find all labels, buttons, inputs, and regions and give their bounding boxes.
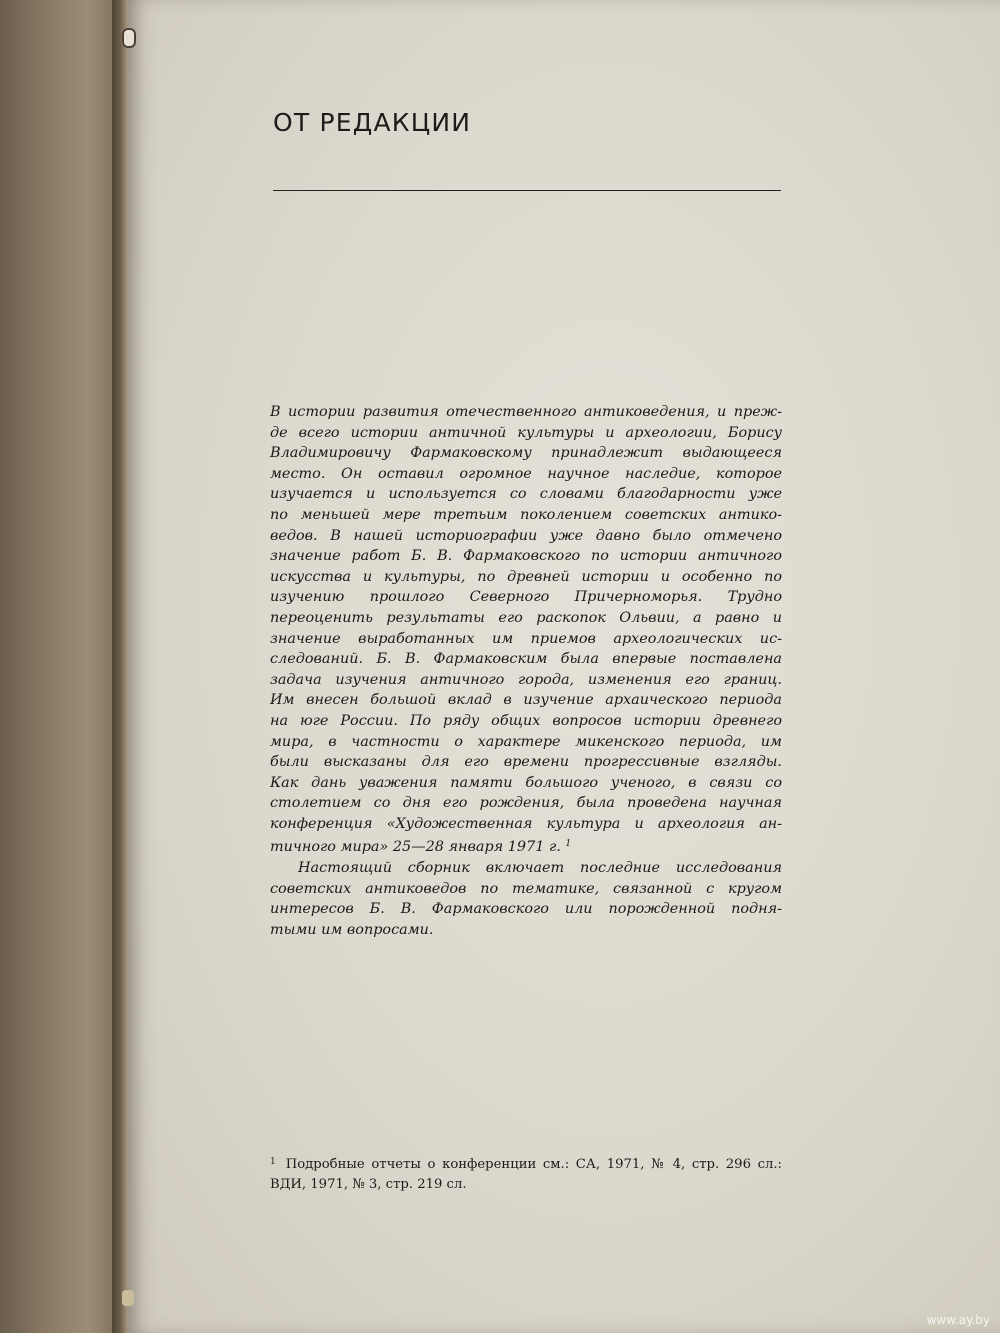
footnote-line: ВДИ, 1971, № 3, стр. 219 сл. (270, 1177, 467, 1192)
book-cover-board (0, 0, 126, 1333)
body-line: значение выработанных им приемов археологических ис- (270, 630, 782, 647)
paragraph-2 (270, 858, 782, 940)
body-line: де всего истории античной культуры и археологии, Борису (270, 424, 782, 441)
footnote-line (270, 1152, 782, 1175)
paragraph-1 (270, 402, 782, 858)
watermark: www.ay.by (926, 1313, 990, 1327)
book-page (128, 0, 1000, 1333)
body-line-last (270, 834, 782, 858)
body-line: Настоящий сборник включает последние исследования (298, 860, 782, 877)
body-line: советских антиковедов по тематике, связанной с кругом (270, 880, 782, 897)
footnote-mark: 1 (270, 1157, 276, 1167)
body-line: мира, в частности о характере микенского периода, им (270, 733, 782, 750)
body-line: Владимировичу Фармаковскому принадлежит выдающееся (270, 445, 782, 462)
title-underline-rule (273, 190, 781, 191)
body-line: место. Он оставил огромное научное наследие, которое (270, 465, 782, 482)
binding-thread-bottom (122, 1290, 134, 1306)
footnote-reference: 1 (565, 839, 572, 850)
body-line: по меньшей мере третьим поколением советских антико- (270, 506, 782, 523)
page-title: ОТ РЕДАКЦИИ (273, 108, 472, 137)
footnote (270, 1152, 782, 1195)
body-line: изучению прошлого Северного Причерноморья. Трудно (270, 589, 782, 606)
body-line: Им внесен большой вклад в изучение архаического периода (270, 692, 782, 709)
body-line: В истории развития отечественного антиковедения, и преж- (270, 404, 782, 420)
body-line: Как дань уважения памяти большого ученого, в связи со (270, 774, 782, 791)
body-line: ведов. В нашей историографии уже давно было отмечено (270, 527, 782, 544)
body-line: значение работ Б. В. Фармаковского по истории античного (270, 548, 782, 565)
body-line: на юге России. По ряду общих вопросов истории древнего (270, 712, 782, 729)
book-spine-edge (112, 0, 128, 1333)
editorial-body (270, 402, 782, 940)
body-line: искусства и культуры, по древней истории и особенно по (270, 568, 782, 585)
body-line: изучается и используется со словами благодарности уже (270, 486, 782, 503)
body-line: столетием со дня его рождения, была проведена научная (270, 795, 782, 812)
body-line: задача изучения античного города, изменения его границ. (270, 671, 782, 688)
body-line-text: тичного мира» 25—28 января 1971 г. (270, 839, 561, 856)
body-line: конференция «Художественная культура и археология ан- (270, 815, 782, 832)
body-line: тыми им вопросами. (270, 921, 434, 938)
body-line: переоценить результаты его раскопок Ольвии, а равно и (270, 609, 782, 626)
body-line: интересов Б. В. Фармаковского или порожденной подня- (270, 901, 782, 918)
body-line: были высказаны для его времени прогрессивные взгляды. (270, 754, 782, 771)
footnote-text: Подробные отчеты о конференции см.: СА, 1971, № 4, стр. 296 сл.: (285, 1157, 782, 1172)
binding-thread-top (122, 28, 136, 48)
body-line: следований. Б. В. Фармаковским была впервые поставлена (270, 651, 782, 668)
